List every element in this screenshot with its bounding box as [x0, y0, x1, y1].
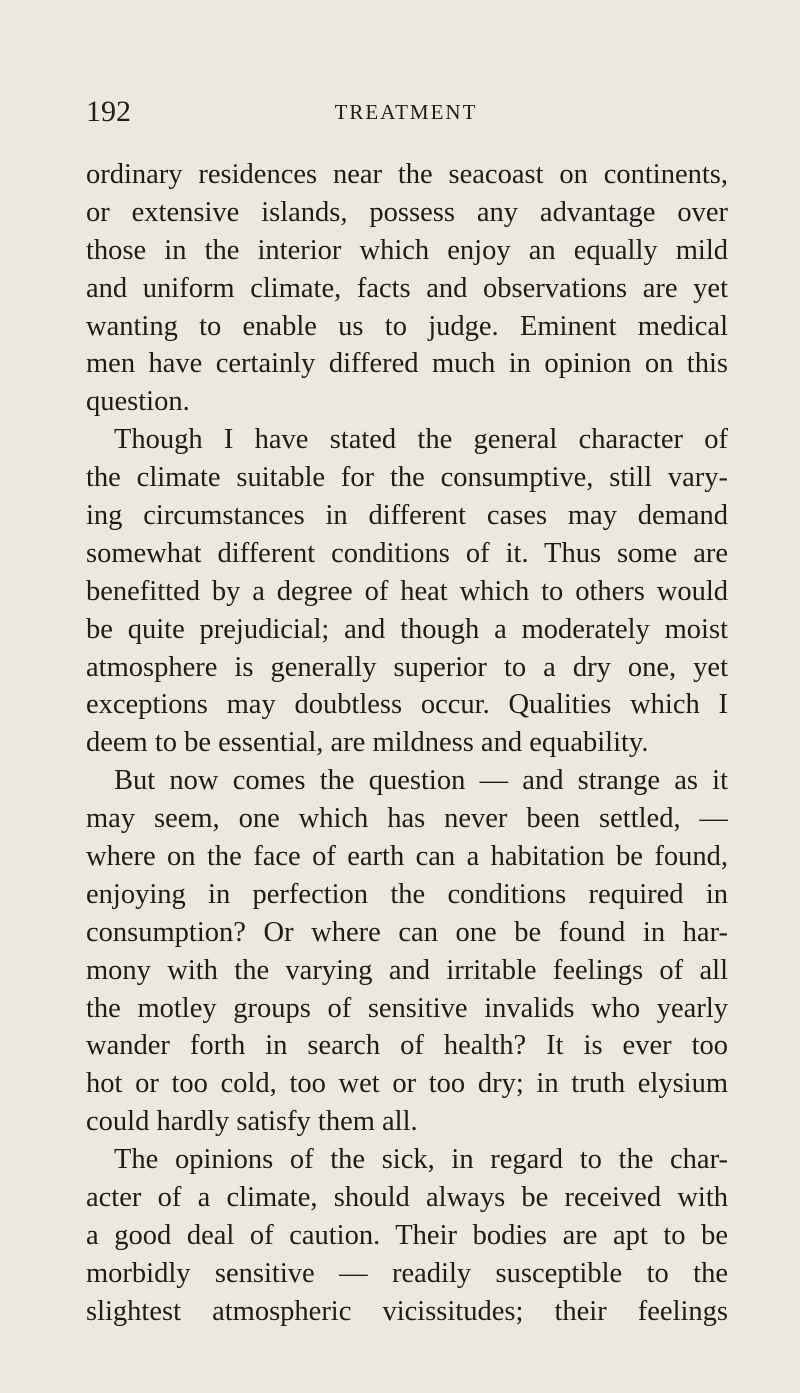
text-line: The opinions of the sick, in regard to the char-: [114, 1144, 728, 1176]
text-line: a good deal of caution. Their bodies are apt to be: [86, 1219, 728, 1251]
text-line: could hardly satisfy them all.: [86, 1106, 418, 1138]
text-line: the climate suitable for the consumptive, still vary-: [86, 462, 728, 494]
text-line: But now comes the question — and strange as it: [114, 765, 728, 797]
text-line: wander forth in search of health? It is ever too: [86, 1030, 728, 1062]
text-line: be quite prejudicial; and though a moderately moist: [86, 613, 728, 645]
page-header: [86, 92, 726, 132]
body-text: [86, 156, 728, 1331]
text-line: ordinary residences near the seacoast on continents,: [86, 159, 728, 190]
text-line: men have certainly differed much in opinion on this: [86, 348, 728, 380]
text-line: hot or too cold, too wet or too dry; in truth elysium: [86, 1068, 728, 1100]
text-line: morbidly sensitive — readily susceptible to the: [86, 1257, 728, 1289]
running-head: TREATMENT: [334, 100, 478, 124]
text-line: the motley groups of sensitive invalids who yearly: [86, 992, 728, 1024]
text-line: may seem, one which has never been settled, —: [86, 803, 728, 835]
text-line: Though I have stated the general character of: [114, 424, 728, 456]
text-line: somewhat different conditions of it. Thus some are: [86, 537, 728, 569]
text-line: and uniform climate, facts and observations are yet: [86, 272, 728, 304]
text-line: consumption? Or where can one be found in har-: [86, 916, 728, 948]
text-line: atmosphere is generally superior to a dry one, yet: [86, 651, 728, 683]
text-line: enjoying in perfection the conditions required in: [86, 878, 728, 910]
text-line: benefitted by a degree of heat which to others would: [86, 575, 728, 607]
text-line: those in the interior which enjoy an equally mild: [86, 234, 728, 266]
text-line: deem to be essential, are mildness and equability.: [86, 727, 649, 759]
text-line: or extensive islands, possess any advantage over: [86, 196, 728, 228]
text-line: wanting to enable us to judge. Eminent medical: [86, 310, 728, 342]
text-line: question.: [86, 386, 190, 418]
text-line: acter of a climate, should always be received with: [86, 1182, 728, 1214]
text-line: ing circumstances in different cases may demand: [86, 500, 728, 532]
text-line: exceptions may doubtless occur. Qualities which I: [86, 689, 728, 721]
page-number: 192: [86, 95, 131, 128]
text-line: where on the face of earth can a habitation be found,: [86, 841, 728, 873]
text-line: mony with the varying and irritable feelings of all: [86, 954, 728, 986]
text-line: slightest atmospheric vicissitudes; their feelings: [86, 1295, 728, 1327]
